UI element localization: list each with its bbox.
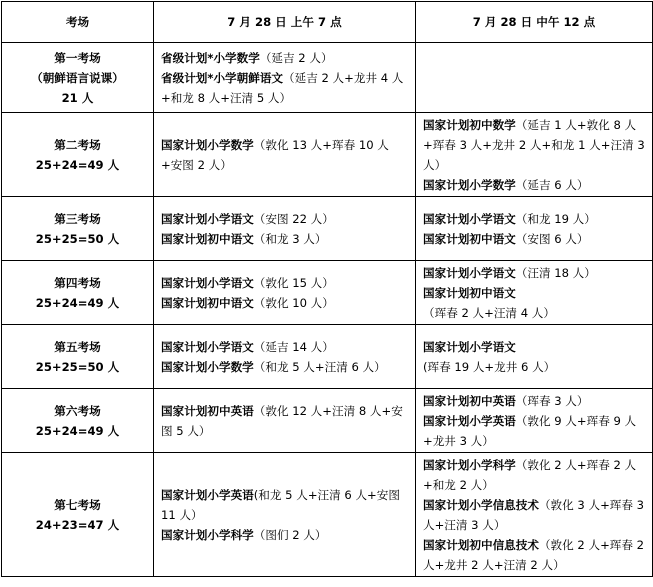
table-body <box>2 43 653 577</box>
exam-entry <box>161 273 408 293</box>
exam-detail: （汪清 18 人） <box>515 265 596 280</box>
exam-subject: 国家计划小学信息技术 <box>423 497 539 512</box>
morning-cell <box>154 389 416 453</box>
exam-detail: （安图 22 人） <box>253 211 334 226</box>
exam-detail: （珲春 2 人+汪清 4 人） <box>423 305 555 320</box>
room-cell <box>2 261 154 325</box>
exam-detail: （图们 2 人） <box>253 527 327 542</box>
exam-detail: （敦化 12 人+汪清 8 人+安图 5 人） <box>161 403 403 438</box>
room-cell <box>2 453 154 577</box>
exam-subject: 国家计划初中英语 <box>161 403 254 418</box>
exam-entry <box>423 263 645 283</box>
morning-cell <box>154 325 416 389</box>
exam-subject: 国家计划初中语文 <box>161 231 254 246</box>
header-noon: 7 月 28 日 中午 12 点 <box>416 2 653 43</box>
exam-subject: 国家计划小学语文 <box>161 339 254 354</box>
table-row <box>2 453 653 577</box>
noon-cell <box>416 113 653 197</box>
exam-detail: （和龙 3 人） <box>253 231 327 246</box>
room-line: 25+25=50 人 <box>35 231 120 246</box>
room-line: 第一考场 <box>54 50 101 65</box>
exam-subject: 国家计划初中数学 <box>423 117 516 132</box>
exam-entry <box>161 209 408 229</box>
exam-detail: （敦化 3 人+珲春 3 人+汪清 3 人） <box>423 497 645 532</box>
exam-entry <box>423 455 645 495</box>
exam-entry <box>161 485 408 525</box>
exam-entry <box>423 495 645 535</box>
room-cell <box>2 389 154 453</box>
exam-entry <box>423 535 645 575</box>
exam-detail: （敦化 9 人+珲春 9 人+龙井 3 人） <box>423 413 637 448</box>
exam-subject: 国家计划小学语文 <box>161 275 254 290</box>
table-row <box>2 113 653 197</box>
exam-detail: （敦化 10 人） <box>253 295 334 310</box>
exam-subject: 国家计划小学英语 <box>161 487 254 502</box>
exam-subject: 国家计划小学科学 <box>161 527 254 542</box>
room-line: 21 人 <box>61 90 94 105</box>
morning-cell <box>154 453 416 577</box>
header-room: 考场 <box>2 2 154 43</box>
room-line: 25+24=49 人 <box>35 295 120 310</box>
noon-cell <box>416 325 653 389</box>
table-row <box>2 43 653 113</box>
exam-detail: （延吉 1 人+敦化 8 人+珲春 3 人+龙井 2 人+和龙 1 人+汪清 3 人） <box>423 117 645 172</box>
exam-entry <box>161 337 408 357</box>
room-line: 第三考场 <box>54 211 101 226</box>
table-row <box>2 197 653 261</box>
table-row <box>2 325 653 389</box>
exam-detail: (和龙 5 人+汪清 6 人+安图 11 人） <box>161 487 400 522</box>
exam-entry <box>423 115 645 175</box>
noon-cell <box>416 43 653 113</box>
noon-cell <box>416 453 653 577</box>
room-line: 第二考场 <box>54 137 101 152</box>
exam-entry <box>161 68 408 108</box>
exam-entry <box>423 209 645 229</box>
exam-subject: 国家计划初中信息技术 <box>423 537 539 552</box>
morning-cell <box>154 197 416 261</box>
exam-detail: （敦化 15 人） <box>253 275 334 290</box>
exam-subject: 国家计划小学语文 <box>423 211 516 226</box>
morning-cell <box>154 261 416 325</box>
exam-subject: 省级计划*小学朝鲜语文 <box>161 70 284 85</box>
morning-cell <box>154 113 416 197</box>
noon-cell <box>416 197 653 261</box>
exam-entry <box>161 357 408 377</box>
exam-entry <box>423 175 645 195</box>
room-cell <box>2 113 154 197</box>
header-row <box>2 2 653 43</box>
exam-detail: （延吉 2 人+龙井 4 人+和龙 8 人+汪清 5 人） <box>161 70 404 105</box>
room-cell <box>2 197 154 261</box>
noon-cell <box>416 261 653 325</box>
exam-detail: （敦化 13 人+珲春 10 人+安图 2 人） <box>161 137 389 172</box>
room-line: 25+24=49 人 <box>35 157 120 172</box>
exam-subject: 国家计划初中语文 <box>423 285 516 300</box>
exam-detail: （安图 6 人） <box>515 231 589 246</box>
exam-entry <box>423 283 645 323</box>
exam-detail: （延吉 6 人） <box>515 177 589 192</box>
exam-subject: 国家计划小学语文 <box>161 211 254 226</box>
exam-subject: 国家计划小学科学 <box>423 457 516 472</box>
exam-entry <box>161 229 408 249</box>
room-line: 第六考场 <box>54 403 101 418</box>
exam-subject: 国家计划小学语文 <box>423 339 516 354</box>
exam-subject: 国家计划初中语文 <box>423 231 516 246</box>
exam-subject: 国家计划小学数学 <box>161 137 254 152</box>
exam-subject: 国家计划初中语文 <box>161 295 254 310</box>
exam-detail: （敦化 2 人+珲春 2 人+龙井 2 人+汪清 2 人） <box>423 537 645 572</box>
exam-schedule-table <box>1 1 653 577</box>
table-row <box>2 389 653 453</box>
exam-entry <box>423 411 645 451</box>
exam-entry <box>423 337 645 377</box>
table-row <box>2 261 653 325</box>
room-line: 第七考场 <box>54 497 101 512</box>
exam-entry <box>161 525 408 545</box>
exam-subject: 国家计划小学英语 <box>423 413 516 428</box>
exam-subject: 国家计划小学语文 <box>423 265 516 280</box>
exam-detail: (珲春 19 人+龙井 6 人） <box>423 359 556 374</box>
morning-cell <box>154 43 416 113</box>
exam-subject: 国家计划小学数学 <box>161 359 254 374</box>
exam-entry <box>161 135 408 175</box>
exam-detail: （延吉 2 人） <box>259 50 333 65</box>
exam-entry <box>423 229 645 249</box>
header-morning: 7 月 28 日 上午 7 点 <box>154 2 416 43</box>
room-line: 第五考场 <box>54 339 101 354</box>
exam-detail: （珲春 3 人） <box>515 393 589 408</box>
exam-detail: （敦化 2 人+珲春 2 人+和龙 2 人） <box>423 457 637 492</box>
room-line: 24+23=47 人 <box>35 517 120 532</box>
room-cell <box>2 325 154 389</box>
room-cell <box>2 43 154 113</box>
exam-subject: 省级计划*小学数学 <box>161 50 260 65</box>
room-line: 25+25=50 人 <box>35 359 120 374</box>
exam-entry <box>161 401 408 441</box>
exam-detail: （和龙 5 人+汪清 6 人） <box>253 359 386 374</box>
noon-cell <box>416 389 653 453</box>
exam-subject: 国家计划小学数学 <box>423 177 516 192</box>
room-line: 第四考场 <box>54 275 101 290</box>
exam-detail: （和龙 19 人） <box>515 211 596 226</box>
room-line: （朝鲜语言说课） <box>31 70 124 85</box>
exam-entry <box>161 48 408 68</box>
exam-entry <box>423 391 645 411</box>
exam-detail: （延吉 14 人） <box>253 339 334 354</box>
exam-subject: 国家计划初中英语 <box>423 393 516 408</box>
exam-entry <box>161 293 408 313</box>
room-line: 25+24=49 人 <box>35 423 120 438</box>
